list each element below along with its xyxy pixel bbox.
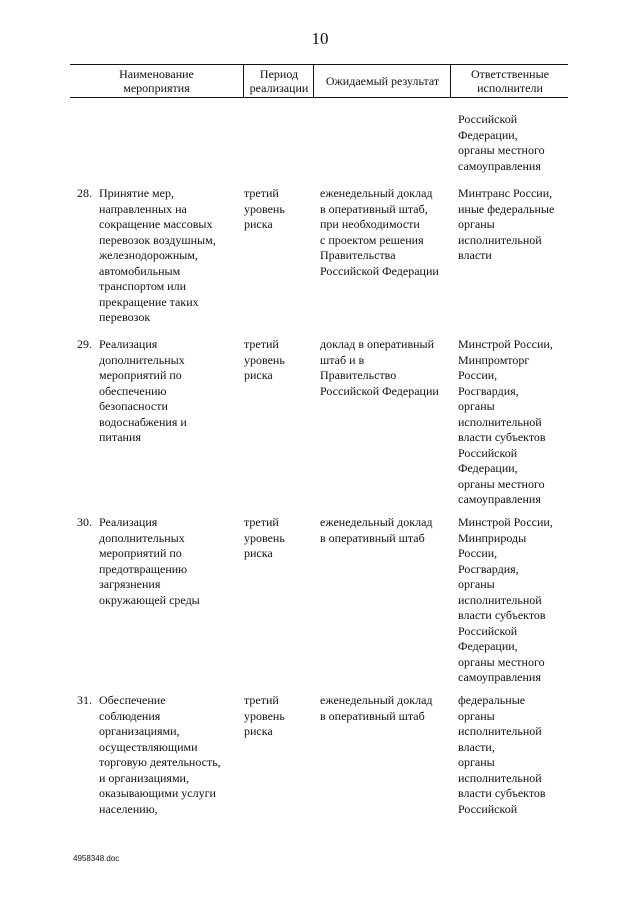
- row-event-name: Реализация дополнительных мероприятий по предотвращению загрязнения окружающей среды: [99, 515, 200, 607]
- row-period: третий уровень риска: [244, 693, 285, 738]
- header-period: Период реализации: [243, 65, 314, 97]
- table-header: [70, 64, 568, 98]
- row-number: 30.: [77, 515, 92, 529]
- row-expected-result: еженедельный доклад в оперативный штаб: [320, 693, 433, 723]
- row-number: 28.: [77, 186, 92, 200]
- row-number: 29.: [77, 337, 92, 351]
- row-responsible: Минстрой России, Минпромторг России, Росгвардия, органы исполнительной власти субъектов Российской Федерации, органы местного самоуправления: [458, 337, 553, 506]
- row-period: третий уровень риска: [244, 515, 285, 560]
- row-number: 31.: [77, 693, 92, 707]
- row-event-name: Принятие мер, направленных на сокращение массовых перевозок воздушным, железнодорожным, автомобильным транспортом или прекращение таких перевозок: [99, 186, 216, 324]
- row-responsible: Минстрой России, Минприроды России, Росгвардия, органы исполнительной власти субъектов Российской Федерации, органы местного самоуправления: [458, 515, 553, 684]
- row-period: третий уровень риска: [244, 337, 285, 382]
- header-responsible: Ответственные исполнители: [450, 65, 569, 97]
- row-period: третий уровень риска: [244, 186, 285, 231]
- row-expected-result: еженедельный доклад в оперативный штаб, при необходимости с проектом решения Правительства Российской Федерации: [320, 186, 439, 278]
- document-filename: 4958348.doc: [73, 854, 120, 863]
- row-responsible: Минтранс России, иные федеральные органы исполнительной власти: [458, 186, 555, 262]
- header-event-name: Наименование мероприятия: [119, 67, 194, 95]
- row-expected-result: доклад в оперативный штаб и в Правительство Российской Федерации: [320, 337, 439, 398]
- continuation-responsible: Российской Федерации, органы местного самоуправления: [458, 112, 545, 173]
- page-number: 10: [311, 29, 329, 48]
- row-event-name: Обеспечение соблюдения организациями, осуществляющими торговую деятельность, и организациями, оказывающими услуги населению,: [99, 693, 221, 816]
- header-expected-result: Ожидаемый результат: [313, 65, 451, 97]
- row-responsible: федеральные органы исполнительной власти, органы исполнительной власти субъектов Российской: [458, 693, 546, 816]
- row-event-name: Реализация дополнительных мероприятий по обеспечению безопасности водоснабжения и питания: [99, 337, 187, 444]
- row-expected-result: еженедельный доклад в оперативный штаб: [320, 515, 433, 545]
